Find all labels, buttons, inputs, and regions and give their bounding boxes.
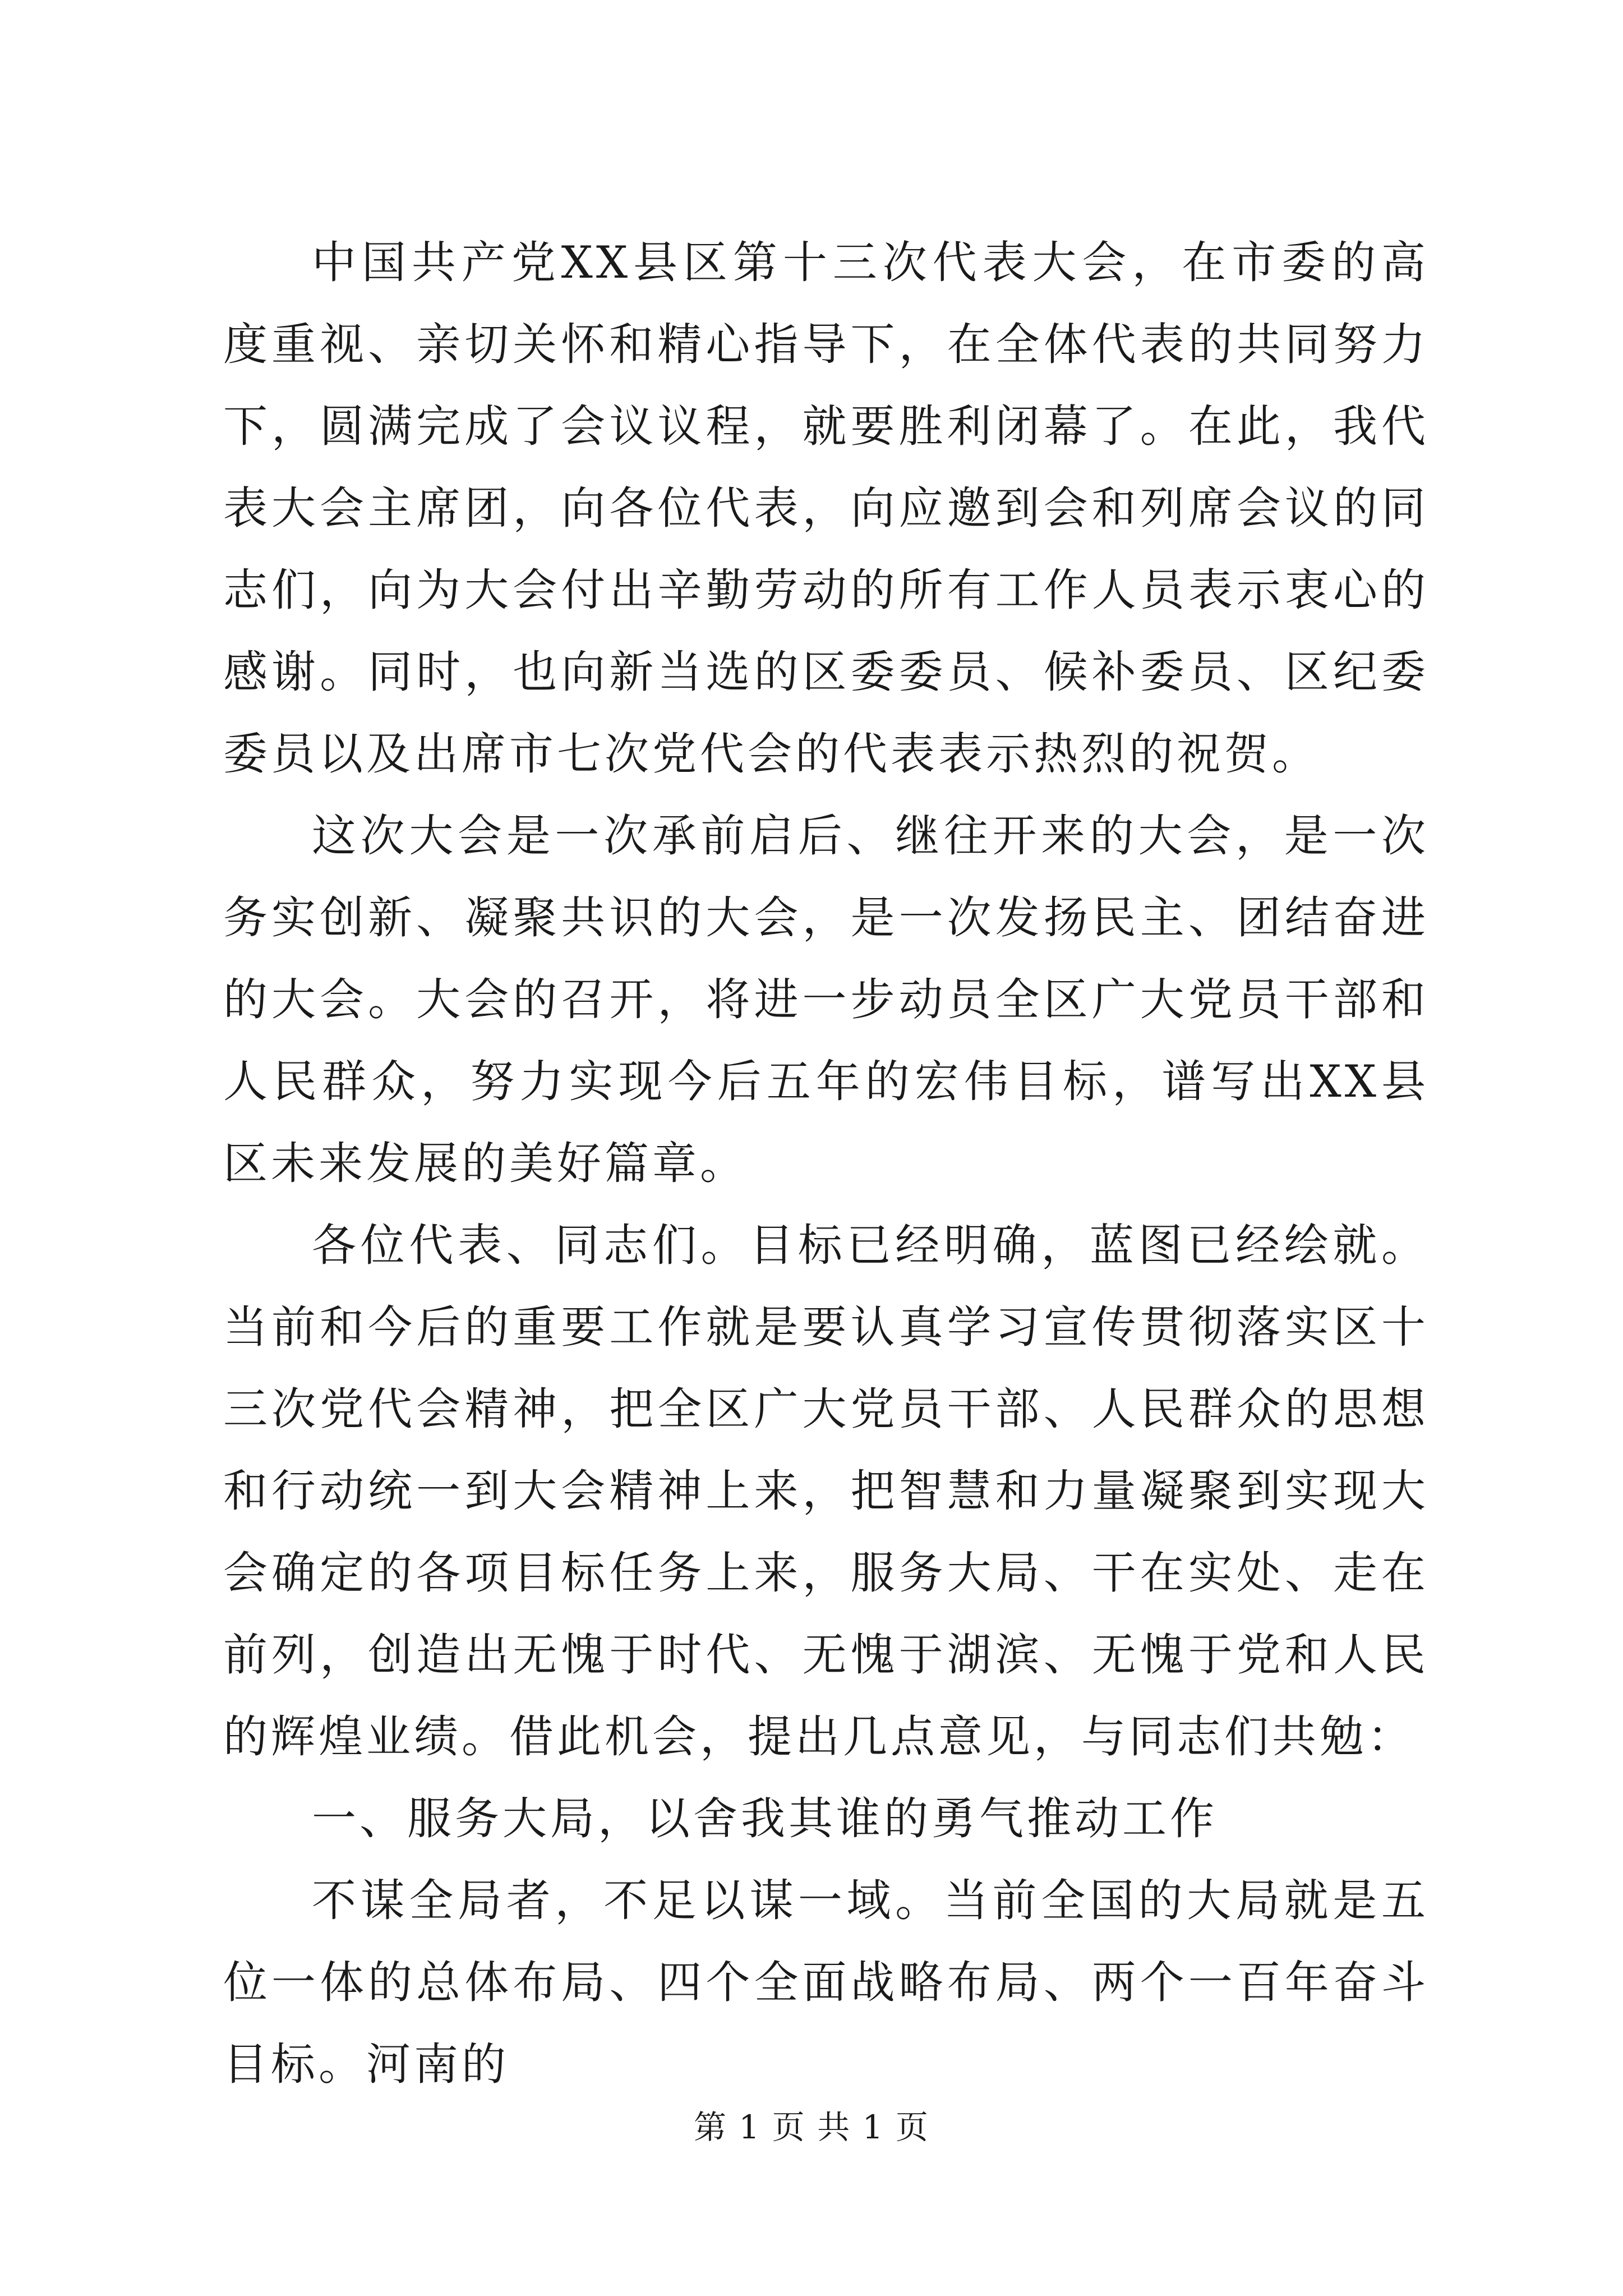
paragraph-goals: 各位代表、同志们。目标已经明确，蓝图已经绘就。当前和今后的重要工作就是要认真学习宣传贯彻落实区十三次党代会精神，把全区广大党员干部、人民群众的思想和行动统一到大会精神上来，把智慧和力量凝聚到实现大会确定的各项目标任务上来，服务大局、干在实处、走在前列，创造出无愧于时代、无愧于湖滨、无愧于党和人民的辉煌业绩。借此机会，提出几点意见，与同志们共勉：	[223, 1220, 1429, 1763]
page-footer: 第 1 页 共 1 页	[694, 2108, 929, 2146]
document-body	[223, 222, 1429, 2105]
paragraph-congress-significance: 这次大会是一次承前启后、继往开来的大会，是一次务实创新、凝聚共识的大会，是一次发扬民主、团结奋进的大会。大会的召开，将进一步动员全区广大党员干部和人民群众，努力实现今后五年的宏伟目标，谱写出XX县区未来发展的美好篇章。	[223, 810, 1429, 1189]
section-heading-1: 一、服务大局，以舍我其谁的勇气推动工作	[312, 1793, 1218, 1844]
paragraph-opening: 中国共产党XX县区第十三次代表大会，在市委的高度重视、亲切关怀和精心指导下，在全体代表的共同努力下，圆满完成了会议议程，就要胜利闭幕了。在此，我代表大会主席团，向各位代表，向应邀到会和列席会议的同志们，向为大会付出辛勤劳动的所有工作人员表示衷心的感谢。同时，也向新当选的区委委员、候补委员、区纪委委员以及出席市七次党代会的代表表示热烈的祝贺。	[223, 237, 1429, 780]
paragraph-overall-situation: 不谋全局者，不足以谋一域。当前全国的大局就是五位一体的总体布局、四个全面战略布局、两个一百年奋斗目标。河南的	[223, 1875, 1429, 2090]
